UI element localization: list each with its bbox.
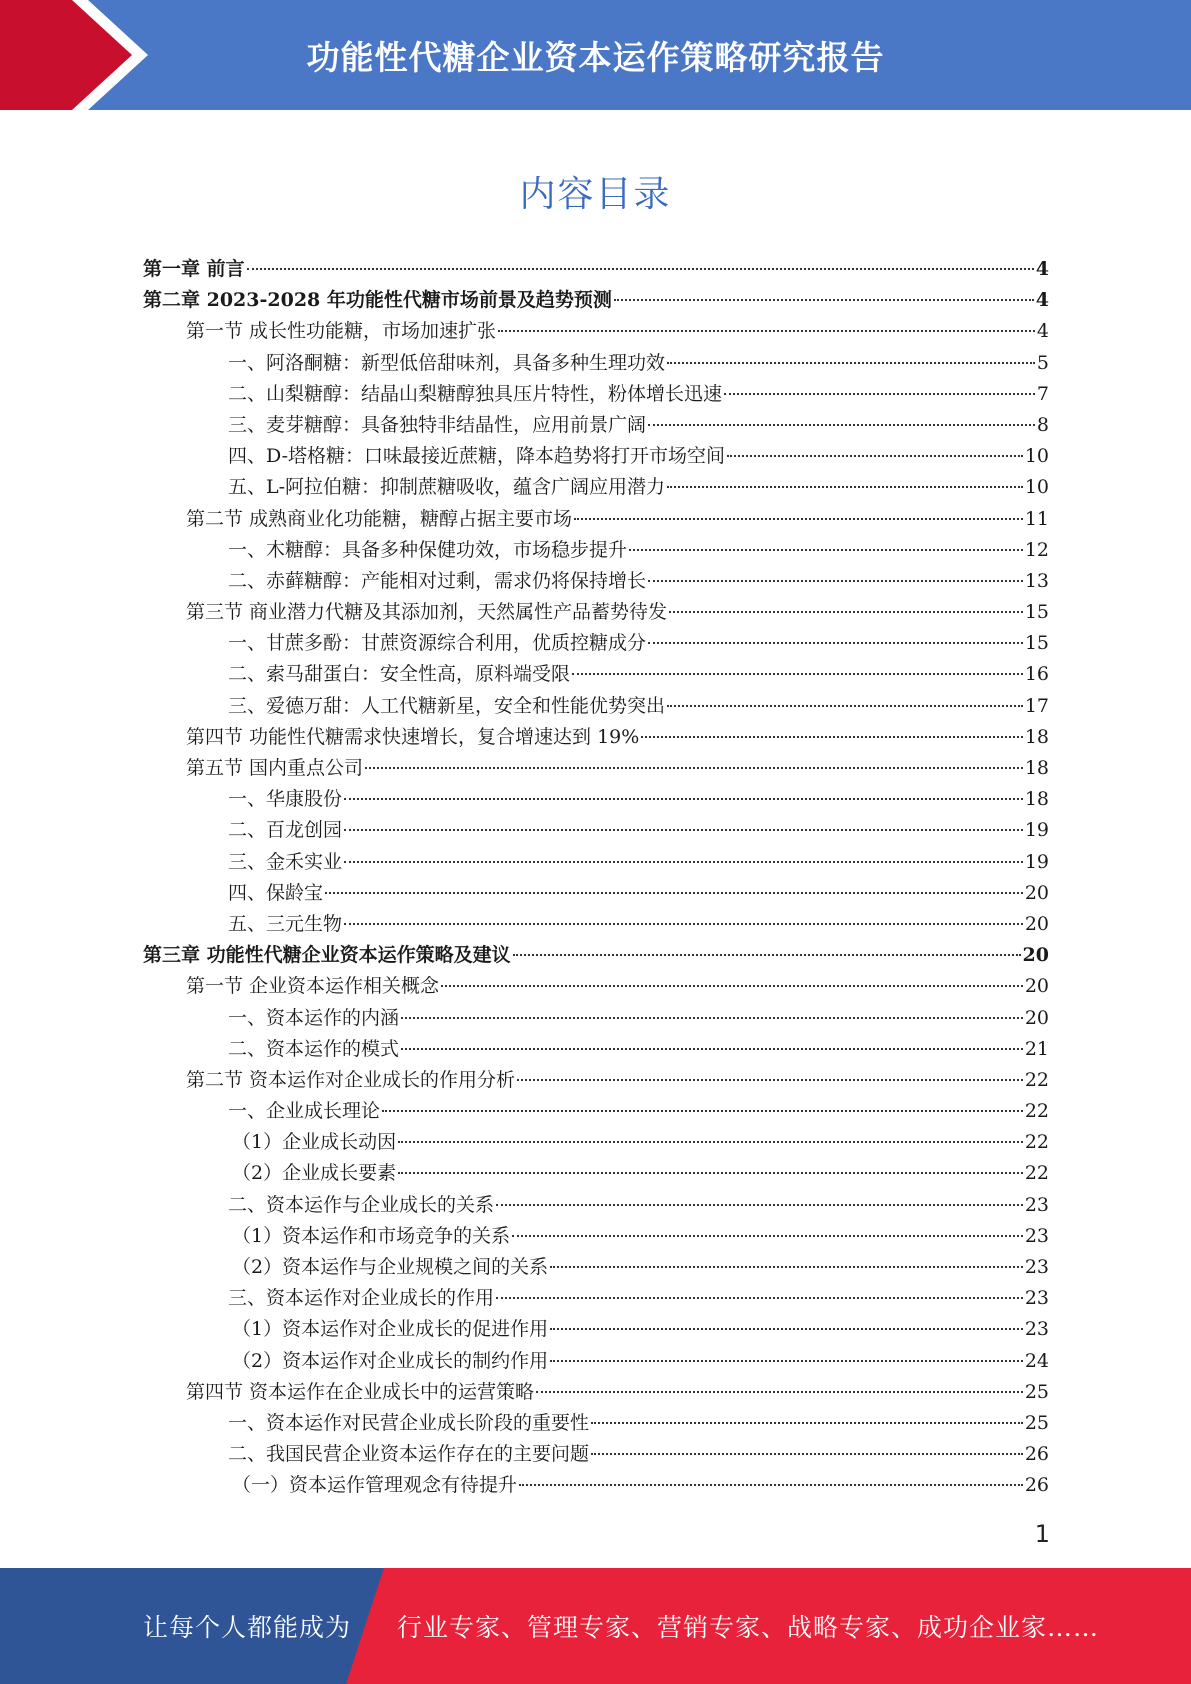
toc-dot-leader xyxy=(648,424,1035,426)
toc-dot-leader xyxy=(536,1391,1023,1393)
toc-entry-page: 13 xyxy=(1024,569,1049,592)
toc-entry[interactable] xyxy=(143,940,1049,971)
toc-entry-page: 23 xyxy=(1024,1193,1049,1216)
toc-entry-page: 12 xyxy=(1024,538,1049,561)
toc-entry-page: 11 xyxy=(1024,507,1049,530)
toc-dot-leader xyxy=(517,1079,1023,1081)
toc-dot-leader xyxy=(572,673,1023,675)
toc-entry-page: 19 xyxy=(1024,819,1049,842)
toc-entry[interactable] xyxy=(143,753,1049,784)
toc-entry-label: 一、资本运作对民营企业成长阶段的重要性 xyxy=(228,1411,590,1434)
toc-entry-label: 二、资本运作与企业成长的关系 xyxy=(228,1193,495,1216)
toc-entry-label: 第三章 功能性代糖企业资本运作策略及建议 xyxy=(143,944,511,967)
footer-banner xyxy=(0,1568,1191,1684)
toc-entry-page: 4 xyxy=(1036,320,1049,343)
toc-entry-label: 第一节 企业资本运作相关概念 xyxy=(186,975,440,998)
toc-entry[interactable] xyxy=(143,1314,1049,1345)
toc-dot-leader xyxy=(401,1048,1023,1050)
toc-entry[interactable] xyxy=(143,504,1049,535)
toc-entry-label: 二、百龙创园 xyxy=(228,819,343,842)
toc-entry-page: 10 xyxy=(1024,445,1049,468)
toc-entry[interactable] xyxy=(143,1470,1049,1501)
toc-entry[interactable] xyxy=(143,316,1049,347)
toc-dot-leader xyxy=(512,1235,1023,1237)
toc-dot-leader xyxy=(441,985,1023,987)
toc-entry-page: 20 xyxy=(1022,944,1049,967)
toc-entry-page: 20 xyxy=(1024,975,1049,998)
toc-entry-page: 20 xyxy=(1024,881,1049,904)
toc-dot-leader xyxy=(550,1360,1023,1362)
toc-entry-label: 第三节 商业潜力代糖及其添加剂，天然属性产品蓄势待发 xyxy=(186,601,668,624)
toc-entry[interactable] xyxy=(143,1034,1049,1065)
toc-entry-label: 五、L-阿拉伯糖：抑制蔗糖吸收，蕴含广阔应用潜力 xyxy=(228,476,666,499)
toc-entry-label: 一、资本运作的内涵 xyxy=(228,1006,400,1029)
toc-dot-leader xyxy=(614,299,1034,301)
toc-entry[interactable] xyxy=(143,815,1049,846)
toc-entry-label: 第二节 资本运作对企业成长的作用分析 xyxy=(186,1068,516,1091)
toc-entry-page: 4 xyxy=(1035,258,1049,280)
toc-entry-page: 24 xyxy=(1024,1349,1049,1372)
toc-dot-leader xyxy=(667,362,1035,364)
toc-entry-page: 20 xyxy=(1024,1006,1049,1029)
toc-entry-label: 一、华康股份 xyxy=(228,788,343,811)
toc-dot-leader xyxy=(648,642,1023,644)
toc-dot-leader xyxy=(398,1141,1023,1143)
toc-entry-page: 23 xyxy=(1024,1224,1049,1247)
toc-entry[interactable] xyxy=(143,1377,1049,1408)
toc-entry-page: 20 xyxy=(1024,912,1049,935)
toc-entry[interactable] xyxy=(143,1190,1049,1221)
toc-dot-leader xyxy=(667,705,1023,707)
toc-entry-label: （1）资本运作和市场竞争的关系 xyxy=(232,1224,511,1247)
toc-entry-page: 26 xyxy=(1024,1443,1049,1466)
toc-heading: 内容目录 xyxy=(519,174,672,215)
footer-slogan-right: 行业专家、管理专家、营销专家、战略专家、成功企业家…… xyxy=(397,1613,1100,1642)
toc-entry[interactable] xyxy=(143,1096,1049,1127)
toc-entry-label: 第五节 国内重点公司 xyxy=(186,757,364,779)
toc-entry-page: 23 xyxy=(1024,1287,1049,1310)
footer-slogan-left: 让每个人都能成为 xyxy=(143,1613,352,1642)
toc-entry-label: 第二章 2023-2028 年功能性代糖市场前景及趋势预测 xyxy=(143,289,612,312)
toc-entry[interactable] xyxy=(143,472,1049,503)
toc-entry-page: 18 xyxy=(1024,788,1049,811)
toc-entry-page: 22 xyxy=(1024,1131,1049,1154)
toc-entry[interactable] xyxy=(143,691,1049,722)
toc-dot-leader xyxy=(344,829,1023,831)
toc-dot-leader xyxy=(498,330,1035,332)
toc-entry-label: 五、三元生物 xyxy=(228,912,343,935)
toc-entry[interactable] xyxy=(143,909,1049,940)
toc-entry-label: （1）资本运作对企业成长的促进作用 xyxy=(232,1318,549,1341)
toc-entry-label: 四、D-塔格糖：口味最接近蔗糖，降本趋势将打开市场空间 xyxy=(228,445,726,468)
toc-dot-leader xyxy=(648,580,1023,582)
toc-entry-label: 一、企业成长理论 xyxy=(228,1100,381,1123)
toc-dot-leader xyxy=(667,486,1023,488)
toc-dot-leader xyxy=(513,954,1021,956)
toc-dot-leader xyxy=(382,1110,1023,1112)
toc-entry[interactable] xyxy=(143,379,1049,410)
toc-entry[interactable] xyxy=(143,659,1049,690)
toc-entry[interactable] xyxy=(143,1065,1049,1096)
table-of-contents xyxy=(143,254,1049,1502)
toc-entry-label: 三、金禾实业 xyxy=(228,850,343,873)
toc-dot-leader xyxy=(325,892,1023,894)
toc-entry-label: （一）资本运作管理观念有待提升 xyxy=(232,1474,518,1497)
report-title xyxy=(0,0,1191,110)
toc-dot-leader xyxy=(629,549,1023,551)
toc-entry-label: 二、索马甜蛋白：安全性高，原料端受限 xyxy=(228,663,571,686)
toc-entry[interactable] xyxy=(143,1346,1049,1377)
toc-entry-page: 22 xyxy=(1024,1162,1049,1185)
toc-entry[interactable] xyxy=(143,1127,1049,1158)
toc-dot-leader xyxy=(344,923,1023,925)
toc-dot-leader xyxy=(247,268,1034,270)
toc-entry[interactable] xyxy=(143,410,1049,441)
toc-dot-leader xyxy=(365,767,1023,769)
toc-entry-label: 一、木糖醇：具备多种保健功效，市场稳步提升 xyxy=(228,538,628,561)
toc-entry[interactable] xyxy=(143,847,1049,878)
toc-entry[interactable] xyxy=(143,878,1049,909)
toc-entry-page: 23 xyxy=(1024,1318,1049,1341)
toc-dot-leader xyxy=(550,1328,1023,1330)
toc-entry[interactable] xyxy=(143,566,1049,597)
toc-entry-page: 25 xyxy=(1024,1411,1049,1434)
toc-entry[interactable] xyxy=(143,784,1049,815)
toc-entry-label: （2）企业成长要素 xyxy=(232,1162,397,1185)
toc-entry-page: 10 xyxy=(1024,476,1049,499)
toc-entry[interactable] xyxy=(143,1283,1049,1314)
toc-entry-page: 4 xyxy=(1035,289,1049,312)
toc-dot-leader xyxy=(496,1297,1023,1299)
toc-entry[interactable] xyxy=(143,535,1049,566)
toc-entry-label: 二、资本运作的模式 xyxy=(228,1037,400,1060)
toc-entry-label: 三、麦芽糖醇：具备独特非结晶性，应用前景广阔 xyxy=(228,413,647,436)
toc-entry-label: 第二节 成熟商业化功能糖，糖醇占据主要市场 xyxy=(186,507,573,530)
toc-entry-label: （2）资本运作与企业规模之间的关系 xyxy=(232,1256,549,1278)
toc-entry-page: 19 xyxy=(1024,850,1049,873)
toc-entry-page: 8 xyxy=(1036,413,1049,436)
toc-entry[interactable] xyxy=(143,1439,1049,1470)
header-banner xyxy=(0,0,1191,110)
toc-entry[interactable] xyxy=(143,1252,1049,1283)
toc-entry-label: （1）企业成长动因 xyxy=(232,1131,397,1154)
toc-entry-label: （2）资本运作对企业成长的制约作用 xyxy=(232,1349,549,1372)
toc-dot-leader xyxy=(727,455,1023,457)
toc-entry-page: 15 xyxy=(1024,601,1049,624)
toc-entry-label: 二、山梨糖醇：结晶山梨糖醇独具压片特性，粉体增长迅速 xyxy=(228,382,723,405)
toc-entry[interactable] xyxy=(143,1408,1049,1439)
toc-entry-page: 22 xyxy=(1024,1100,1049,1123)
toc-entry[interactable] xyxy=(143,1221,1049,1252)
toc-dot-leader xyxy=(574,518,1023,520)
toc-entry-page: 17 xyxy=(1024,694,1049,717)
toc-dot-leader xyxy=(641,736,1023,738)
toc-entry[interactable] xyxy=(143,1003,1049,1034)
toc-entry-page: 5 xyxy=(1036,351,1049,374)
toc-dot-leader xyxy=(398,1172,1023,1174)
toc-dot-leader xyxy=(550,1266,1023,1268)
toc-entry-label: 一、阿洛酮糖：新型低倍甜味剂，具备多种生理功效 xyxy=(228,351,666,374)
toc-entry[interactable] xyxy=(143,722,1049,753)
toc-entry[interactable] xyxy=(143,254,1049,285)
toc-dot-leader xyxy=(669,611,1023,613)
toc-entry[interactable] xyxy=(143,348,1049,379)
toc-dot-leader xyxy=(344,798,1023,800)
toc-entry-page: 23 xyxy=(1024,1256,1049,1278)
toc-entry[interactable] xyxy=(143,628,1049,659)
toc-entry[interactable] xyxy=(143,285,1049,316)
toc-entry-page: 18 xyxy=(1024,757,1049,779)
toc-entry[interactable] xyxy=(143,597,1049,628)
toc-entry-label: 第四节 资本运作在企业成长中的运营策略 xyxy=(186,1380,535,1403)
toc-entry-label: 二、赤藓糖醇：产能相对过剩，需求仍将保持增长 xyxy=(228,569,647,592)
toc-entry-label: 三、资本运作对企业成长的作用 xyxy=(228,1287,495,1310)
toc-entry-page: 16 xyxy=(1024,663,1049,686)
toc-dot-leader xyxy=(401,1017,1023,1019)
toc-dot-leader xyxy=(591,1453,1023,1455)
toc-entry-page: 15 xyxy=(1024,632,1049,655)
toc-entry-page: 7 xyxy=(1036,382,1049,405)
toc-entry-page: 18 xyxy=(1024,725,1049,748)
toc-entry-label: 四、保龄宝 xyxy=(228,881,324,904)
toc-entry-label: 一、甘蔗多酚：甘蔗资源综合利用，优质控糖成分 xyxy=(228,632,647,655)
toc-entry[interactable] xyxy=(143,441,1049,472)
report-title-text: 功能性代糖企业资本运作策略研究报告 xyxy=(306,37,885,77)
toc-entry-page: 22 xyxy=(1024,1068,1049,1091)
toc-entry-label: 第一章 前言 xyxy=(143,258,245,280)
toc-dot-leader xyxy=(591,1422,1023,1424)
toc-entry-page: 25 xyxy=(1024,1380,1049,1403)
toc-dot-leader xyxy=(496,1204,1023,1206)
page-number: 1 xyxy=(1034,1520,1050,1548)
toc-entry[interactable] xyxy=(143,1158,1049,1189)
toc-entry-label: 二、我国民营企业资本运作存在的主要问题 xyxy=(228,1443,590,1466)
toc-entry-label: 第一节 成长性功能糖，市场加速扩张 xyxy=(186,320,497,343)
toc-dot-leader xyxy=(724,393,1035,395)
toc-dot-leader xyxy=(344,861,1023,863)
toc-entry-label: 三、爱德万甜：人工代糖新星，安全和性能优势突出 xyxy=(228,694,666,717)
toc-entry[interactable] xyxy=(143,971,1049,1002)
toc-entry-label: 第四节 功能性代糖需求快速增长，复合增速达到 19% xyxy=(186,725,640,748)
toc-entry-page: 21 xyxy=(1024,1037,1049,1060)
toc-dot-leader xyxy=(519,1484,1023,1486)
toc-entry-page: 26 xyxy=(1024,1474,1049,1497)
